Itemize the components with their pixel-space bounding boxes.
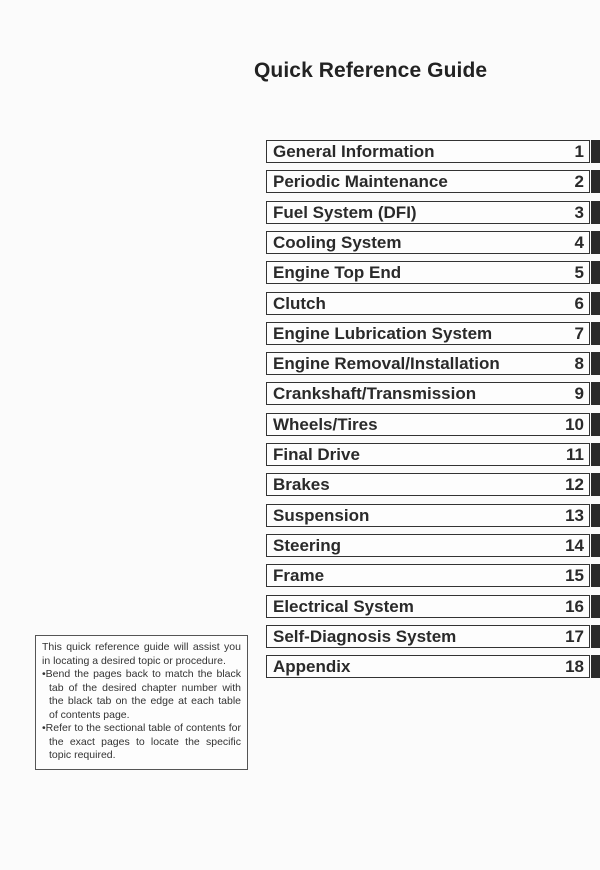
chapter-box <box>266 625 590 648</box>
chapter-label: Electrical System <box>273 596 414 616</box>
chapter-label: Appendix <box>273 657 351 677</box>
chapter-number: 4 <box>574 232 584 252</box>
chapter-row-engine-removal-installation[interactable] <box>266 352 600 375</box>
chapter-tab <box>591 201 600 224</box>
chapter-tab <box>591 534 600 557</box>
chapter-row-brakes[interactable] <box>266 473 600 496</box>
chapter-label: Self-Diagnosis System <box>273 626 457 646</box>
chapter-number: 14 <box>565 535 584 555</box>
chapter-label: Brakes <box>273 475 330 495</box>
usage-note-box <box>35 635 248 770</box>
chapter-box <box>266 352 590 375</box>
chapter-row-general-information[interactable] <box>266 140 600 163</box>
chapter-number: 10 <box>565 414 584 434</box>
chapter-row-periodic-maintenance[interactable] <box>266 170 600 193</box>
chapter-label: Periodic Maintenance <box>273 172 448 192</box>
chapter-tab <box>591 625 600 648</box>
chapter-row-appendix[interactable] <box>266 655 600 678</box>
chapter-label: Wheels/Tires <box>273 414 378 434</box>
chapter-box <box>266 473 590 496</box>
chapter-row-steering[interactable] <box>266 534 600 557</box>
chapter-tab <box>591 504 600 527</box>
chapter-label: Crankshaft/Transmission <box>273 384 477 404</box>
chapter-tab <box>591 564 600 587</box>
chapter-box <box>266 261 590 284</box>
chapter-box <box>266 655 590 678</box>
chapter-box <box>266 564 590 587</box>
chapter-label: General Information <box>273 142 435 161</box>
chapter-number: 12 <box>565 475 584 495</box>
chapter-number: 8 <box>574 354 584 374</box>
chapter-tab <box>591 443 600 466</box>
chapter-number: 5 <box>574 263 584 283</box>
chapter-number: 3 <box>574 202 584 222</box>
chapter-row-electrical-system[interactable] <box>266 595 600 618</box>
chapter-label: Engine Removal/Installation <box>273 354 500 374</box>
chapter-row-engine-top-end[interactable] <box>266 261 600 284</box>
chapter-label: Engine Top End <box>273 263 402 283</box>
chapter-tab <box>591 473 600 496</box>
chapter-tab <box>591 170 600 193</box>
chapter-box <box>266 231 590 254</box>
chapter-box <box>266 443 590 466</box>
chapter-row-engine-lubrication-system[interactable] <box>266 322 600 345</box>
chapter-box <box>266 534 590 557</box>
usage-note-bullet: •Bend the pages back to match the black tab of the desired chapter number with the black tab on the edge at each table of contents page. <box>42 668 241 721</box>
chapter-number: 18 <box>565 657 584 677</box>
chapter-box <box>266 382 590 405</box>
chapter-tab <box>591 413 600 436</box>
chapter-number: 17 <box>565 626 584 646</box>
chapter-label: Suspension <box>273 505 370 525</box>
chapter-row-wheels-tires[interactable] <box>266 413 600 436</box>
chapter-label: Engine Lubrication System <box>273 323 493 343</box>
chapter-number: 16 <box>565 596 584 616</box>
chapter-box <box>266 322 590 345</box>
chapter-tab <box>591 655 600 678</box>
chapter-label: Frame <box>273 566 325 586</box>
chapter-box <box>266 413 590 436</box>
chapter-tab <box>591 231 600 254</box>
chapter-tab <box>591 261 600 284</box>
chapter-label: Fuel System (DFI) <box>273 202 417 222</box>
chapter-tab <box>591 322 600 345</box>
usage-note-intro: This quick reference guide will assist you in locating a desired topic or procedure. <box>42 641 241 667</box>
chapter-number: 9 <box>574 384 584 404</box>
chapter-box <box>266 292 590 315</box>
chapter-box <box>266 170 590 193</box>
chapter-tab <box>591 352 600 375</box>
chapter-label: Cooling System <box>273 232 402 252</box>
chapter-tab <box>591 140 600 163</box>
chapter-number: 13 <box>565 505 584 525</box>
chapter-number: 2 <box>574 172 584 192</box>
chapter-box <box>266 595 590 618</box>
chapter-tab <box>591 382 600 405</box>
chapter-row-suspension[interactable] <box>266 504 600 527</box>
chapter-number: 7 <box>574 323 584 343</box>
chapter-row-crankshaft-transmission[interactable] <box>266 382 600 405</box>
chapter-box <box>266 140 590 163</box>
usage-note-bullet: •Refer to the sectional table of contents for the exact pages to locate the specific topic required. <box>42 722 241 761</box>
chapter-label: Clutch <box>273 293 326 313</box>
chapter-label: Steering <box>273 535 342 555</box>
chapter-number: 15 <box>565 566 584 586</box>
chapter-row-self-diagnosis-system[interactable] <box>266 625 600 648</box>
chapter-row-cooling-system[interactable] <box>266 231 600 254</box>
chapter-tab <box>591 292 600 315</box>
chapter-row-clutch[interactable] <box>266 292 600 315</box>
chapter-number: 1 <box>574 142 584 161</box>
chapter-row-frame[interactable] <box>266 564 600 587</box>
chapter-row-fuel-system[interactable] <box>266 201 600 224</box>
chapter-box <box>266 504 590 527</box>
chapter-number: 6 <box>574 293 584 313</box>
chapter-tab <box>591 595 600 618</box>
chapter-number: 11 <box>566 445 584 464</box>
chapter-label: Final Drive <box>273 445 360 464</box>
page-title: Quick Reference Guide <box>254 59 488 82</box>
chapter-row-final-drive[interactable] <box>266 443 600 466</box>
chapter-box <box>266 201 590 224</box>
